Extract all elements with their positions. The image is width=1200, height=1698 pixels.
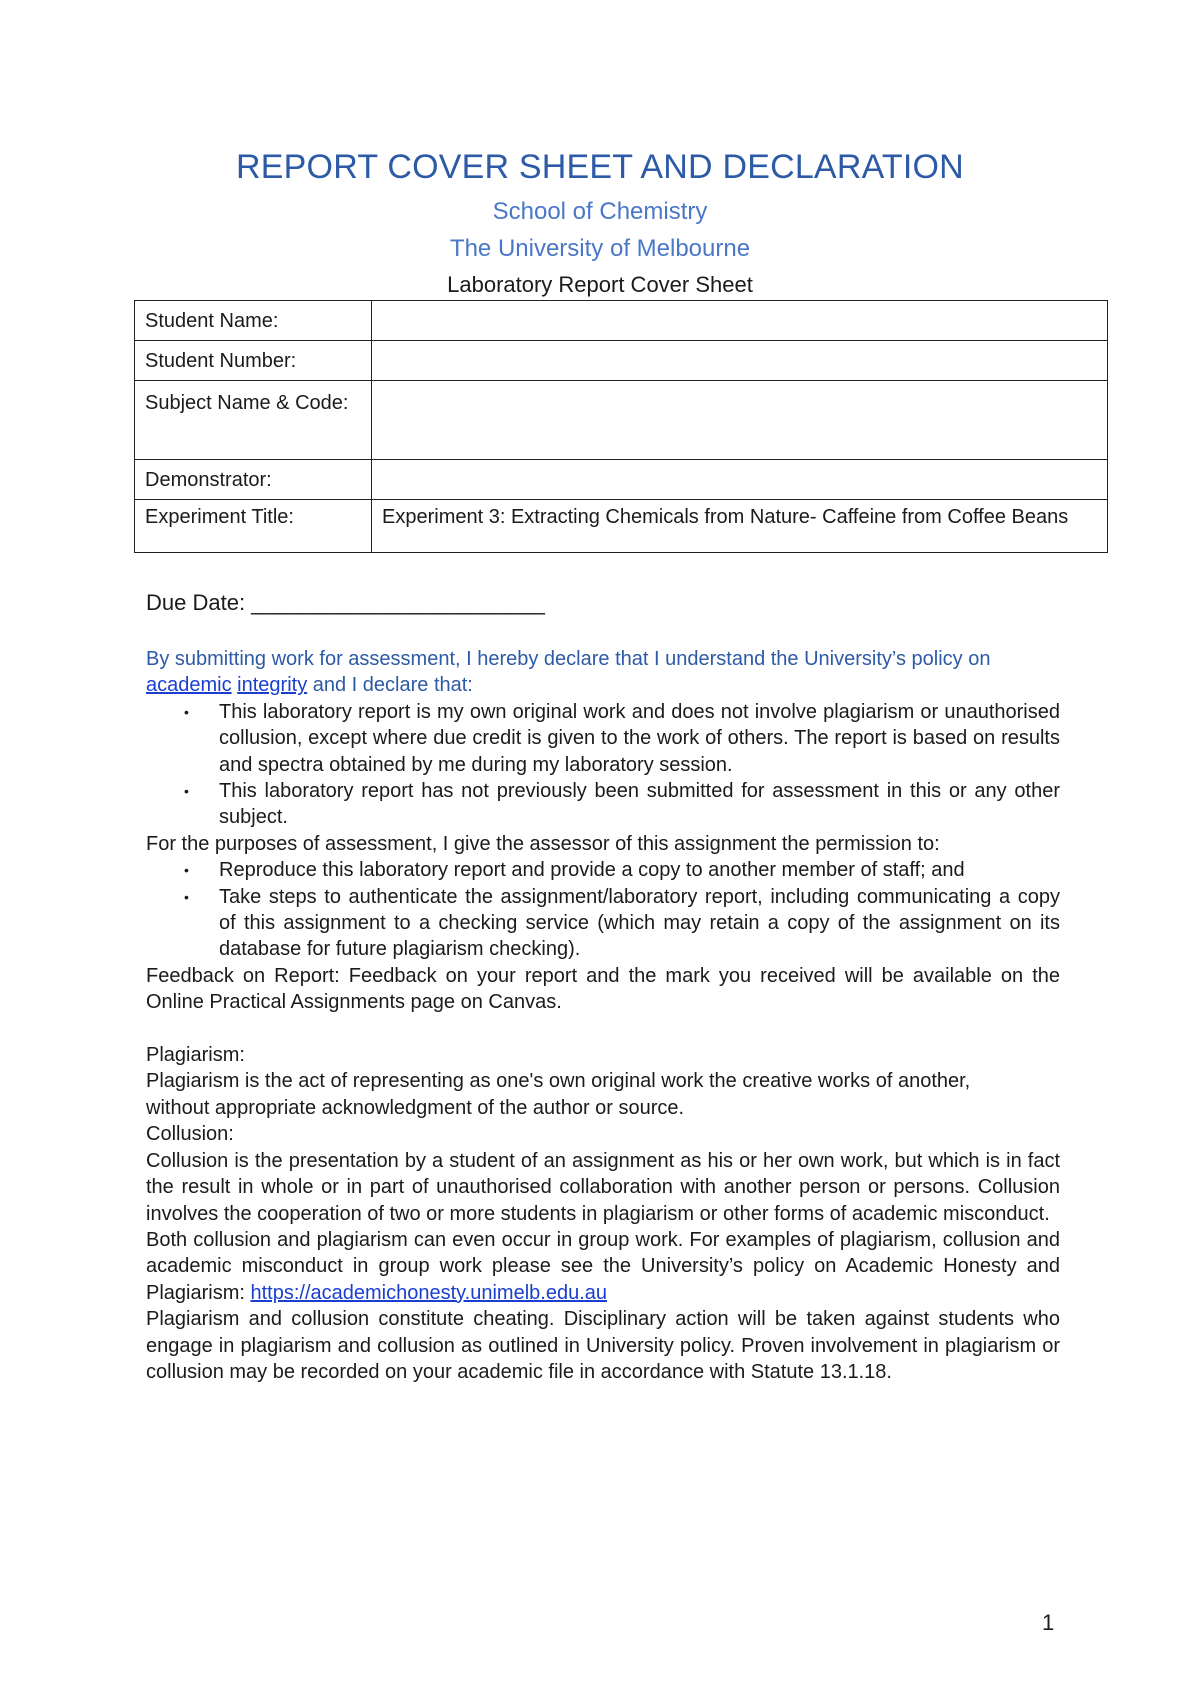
list-item [146, 778, 1060, 831]
declaration-list [146, 699, 1060, 831]
plagiarism-definition: Plagiarism is the act of representing as one's own original work the creative works of another, without appropriate acknowledgment of the author or source. [146, 1070, 971, 1119]
demonstrator-label: Demonstrator: [135, 460, 372, 500]
spacer [146, 1016, 1060, 1042]
academic-link[interactable]: academic [146, 674, 232, 697]
declaration-section [146, 646, 1060, 1385]
cheating-text: Plagiarism and collusion constitute cheating. Disciplinary action will be taken against students who engage in plagiarism and collusion as outlined in University policy. Proven involvement in plagiarism or collusion may be recorded on your academic file in accordance with Statute 13.1.18. [146, 1308, 1060, 1383]
table-row [135, 341, 1108, 381]
list-item-text: This laboratory report has not previously been submitted for assessment in this or any other subject. [219, 780, 1060, 829]
collusion-heading: Collusion: [146, 1123, 234, 1146]
list-item-text: Take steps to authenticate the assignment/laboratory report, including communicating a copy of this assignment to a checking service (which may retain a copy of the assignment on its database for future plagiarism checking). [219, 885, 1060, 961]
table-row [135, 460, 1108, 500]
group-work-text [146, 1227, 1060, 1306]
subject-name-field[interactable] [372, 381, 1108, 460]
experiment-title-value: Experiment 3: Extracting Chemicals from Nature- Caffeine from Coffee Beans [372, 500, 1108, 553]
plagiarism-heading: Plagiarism: [146, 1044, 245, 1067]
academic-honesty-link[interactable]: https://academichonesty.unimelb.edu.au [250, 1281, 607, 1304]
permission-list [146, 857, 1060, 963]
cover-sheet-table [134, 300, 1108, 553]
declaration-intro-end: and I declare that: [307, 674, 473, 697]
bullet-icon: • [184, 888, 189, 905]
feedback-text: Feedback on Report: Feedback on your report and the mark you received will be available on the Online Practical Assignments page on Canvas. [146, 964, 1060, 1014]
university-name: The University of Melbourne [449, 235, 751, 262]
declaration-intro-text: By submitting work for assessment, I hereby declare that I understand the University’s policy on [146, 648, 991, 670]
declaration-intro [146, 646, 1060, 699]
page-title: REPORT COVER SHEET AND DECLARATION [236, 148, 964, 186]
subject-name-label: Subject Name & Code: [135, 381, 372, 460]
collusion-definition: Collusion is the presentation by a student of an assignment as his or her own work, but which is in fact the result in whole or in part of unauthorised collaboration with another person or persons. Collusion involves the cooperation of two or more students in plagiarism or other forms of academic misconduct. [146, 1149, 1060, 1225]
due-date-line: Due Date: ________________________ [146, 590, 545, 615]
student-name-field[interactable] [372, 301, 1108, 341]
bullet-icon: • [184, 703, 189, 720]
student-number-field[interactable] [372, 341, 1108, 381]
bullet-icon: • [184, 783, 189, 800]
table-row [135, 301, 1108, 341]
student-name-label: Student Name: [135, 301, 372, 341]
purposes-text: For the purposes of assessment, I give the assessor of this assignment the permission to: [146, 832, 940, 855]
group-work-body: Both collusion and plagiarism can even occur in group work. For examples of plagiarism, collusion and academic misconduct in group work please see the University’s policy on Academic Honesty and Plagiarism: [146, 1228, 1060, 1304]
list-item [146, 699, 1060, 778]
student-number-label: Student Number: [135, 341, 372, 381]
list-item-text: Reproduce this laboratory report and provide a copy to another member of staff; and [219, 859, 965, 882]
demonstrator-field[interactable] [372, 460, 1108, 500]
school-name: School of Chemistry [492, 198, 708, 225]
bullet-icon: • [184, 862, 189, 879]
table-row [135, 381, 1108, 460]
cover-sheet-caption: Laboratory Report Cover Sheet [447, 272, 753, 297]
list-item-text: This laboratory report is my own original work and does not involve plagiarism or unauthorised collusion, except where due credit is given to the work of others. The report is based on results and spectra obtained by me during my laboratory session. [219, 700, 1060, 776]
list-item [146, 884, 1060, 963]
integrity-link[interactable]: integrity [237, 674, 308, 697]
page-number: 1 [1042, 1610, 1055, 1635]
experiment-title-label: Experiment Title: [135, 500, 372, 553]
list-item [146, 857, 1060, 883]
table-row [135, 500, 1108, 553]
